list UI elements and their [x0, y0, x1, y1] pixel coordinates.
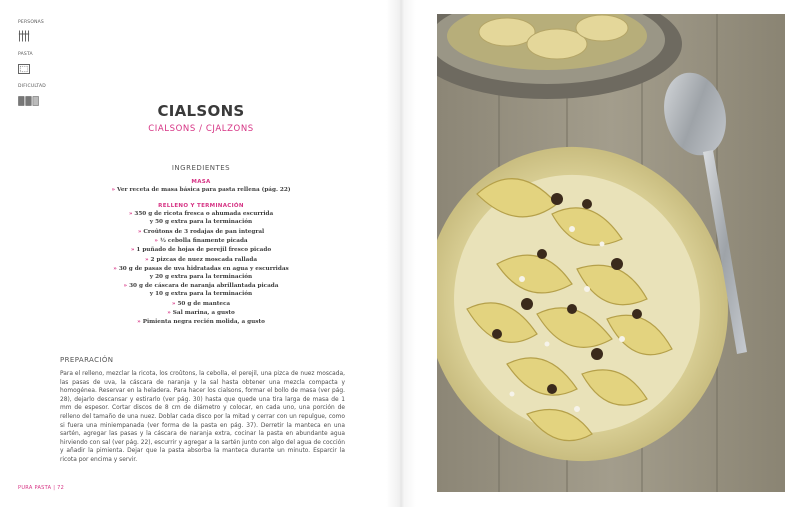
ingredient-text: 30 g de pasas de uva hidratadas en agua y escurridas	[118, 266, 289, 273]
ingredient-item	[60, 319, 342, 327]
recipe-subtitle: CIALSONS / CJALZONS	[148, 124, 254, 134]
ingredient-text: y 10 g extra para la terminación	[149, 291, 253, 298]
ingredient-item	[60, 283, 342, 299]
ingredient-text: 350 g de ricota fresca o ahumada escurrida	[134, 211, 274, 218]
ingredient-item	[60, 211, 342, 227]
ingredient-item	[60, 238, 342, 246]
servings-indicator	[18, 20, 44, 46]
difficulty-indicator	[18, 84, 44, 110]
ingredient-item	[60, 301, 342, 309]
ingredient-item	[60, 229, 342, 237]
difficulty-label: DIFICULTAD	[18, 84, 46, 89]
ingredient-text: y 20 g extra para la terminación	[149, 273, 253, 280]
recipe-info-icons	[18, 20, 44, 116]
bullet-icon: »	[130, 247, 135, 254]
pasta-label: PASTA	[18, 52, 33, 57]
page-footer: PURA PASTA | 72	[18, 485, 65, 491]
ingredient-text: 2 pizcas de nuez moscada rallada	[150, 256, 258, 263]
ingredient-item	[60, 310, 342, 318]
difficulty-glasses-icon	[18, 96, 40, 106]
bullet-icon: »	[137, 228, 142, 235]
ingredient-text: Ver receta de masa básica para pasta rellena (pág. 22)	[117, 187, 291, 193]
book-gutter	[386, 0, 416, 507]
bullet-icon: »	[137, 319, 141, 326]
ingredients-heading: INGREDIENTES	[171, 164, 231, 172]
ingredient-section-title: MASA	[191, 179, 211, 185]
preparation-text: Para el relleno, mezclar la ricota, los croûtons, la cebolla, el perejil, una pizca de nuez moscada, las pasas de uva, la cáscara de naranja y la sal hasta obtener una mezcla compacta y homogénea. Reservar en la heladera. Para hacer los cialsons, formar el bollo de masa (ver pág. 28), dejarlo descansar y estirarlo (ver pág. 30) hasta que quede una tira larga de masa de 1 mm de espesor. Cortar discos de 8 cm de diámetro y colocar, en cada uno, una porción de relleno del tamaño de una nuez. Doblar cada disco por la mitad y cerrar con un repulgue, como si fuera una miniempanada (ver forma de la pasta en pág. 37). Derretir la manteca en una sartén, agregar las pasas y la cáscara de naranja extra, cocinar la pasta en abundante agua hirviendo con sal (ver pág. 22), escurrir y agregar a la sartén junto con algo del agua de cocción y añadir la pimienta. Dejar que la pasta absorba la manteca durante un minuto. Esparcir la ricota por encima y servir.	[60, 371, 345, 463]
bullet-icon: »	[123, 283, 128, 290]
ingredient-text: Sal marina, a gusto	[172, 309, 235, 316]
ingredient-text: y 50 g extra para la terminación	[149, 219, 253, 226]
ingredient-text: 30 g de cáscara de naranja abrillantada picada	[129, 283, 279, 290]
ingredient-text: Croûtons de 3 rodajas de pan integral	[143, 228, 265, 235]
ingredient-text: Pimienta negra recién molida, a gusto	[142, 319, 265, 326]
ingredient-text: 50 g de manteca	[177, 300, 231, 307]
ingredient-item	[60, 257, 342, 265]
pasta-square-icon	[18, 64, 30, 74]
dish-photo	[437, 14, 785, 492]
recipe-title: CIALSONS	[157, 102, 245, 120]
ingredient-item	[60, 266, 342, 282]
pasta-type-indicator	[18, 52, 44, 78]
ingredient-text: ½ cebolla finamente picada	[159, 237, 248, 244]
ingredient-text: 1 puñado de hojas de perejil fresco picado	[136, 247, 272, 254]
ingredient-section-title: RELLENO Y TERMINACIÓN	[158, 203, 244, 210]
bullet-icon: »	[171, 300, 176, 307]
bullet-icon: »	[128, 211, 133, 218]
bullet-icon: »	[154, 237, 158, 244]
ingredient-item	[60, 247, 342, 255]
preparation-heading: PREPARACIÓN	[60, 356, 114, 364]
ingredient-item	[60, 187, 342, 195]
servings-label: PERSONAS	[18, 20, 44, 25]
bullet-icon: »	[113, 266, 117, 273]
food-photo-illustration	[437, 14, 785, 492]
cutlery-icon	[18, 30, 30, 42]
ingredients-list	[60, 176, 342, 329]
bullet-icon: »	[111, 187, 116, 193]
bullet-icon: »	[144, 256, 149, 263]
bullet-icon: »	[167, 309, 171, 316]
